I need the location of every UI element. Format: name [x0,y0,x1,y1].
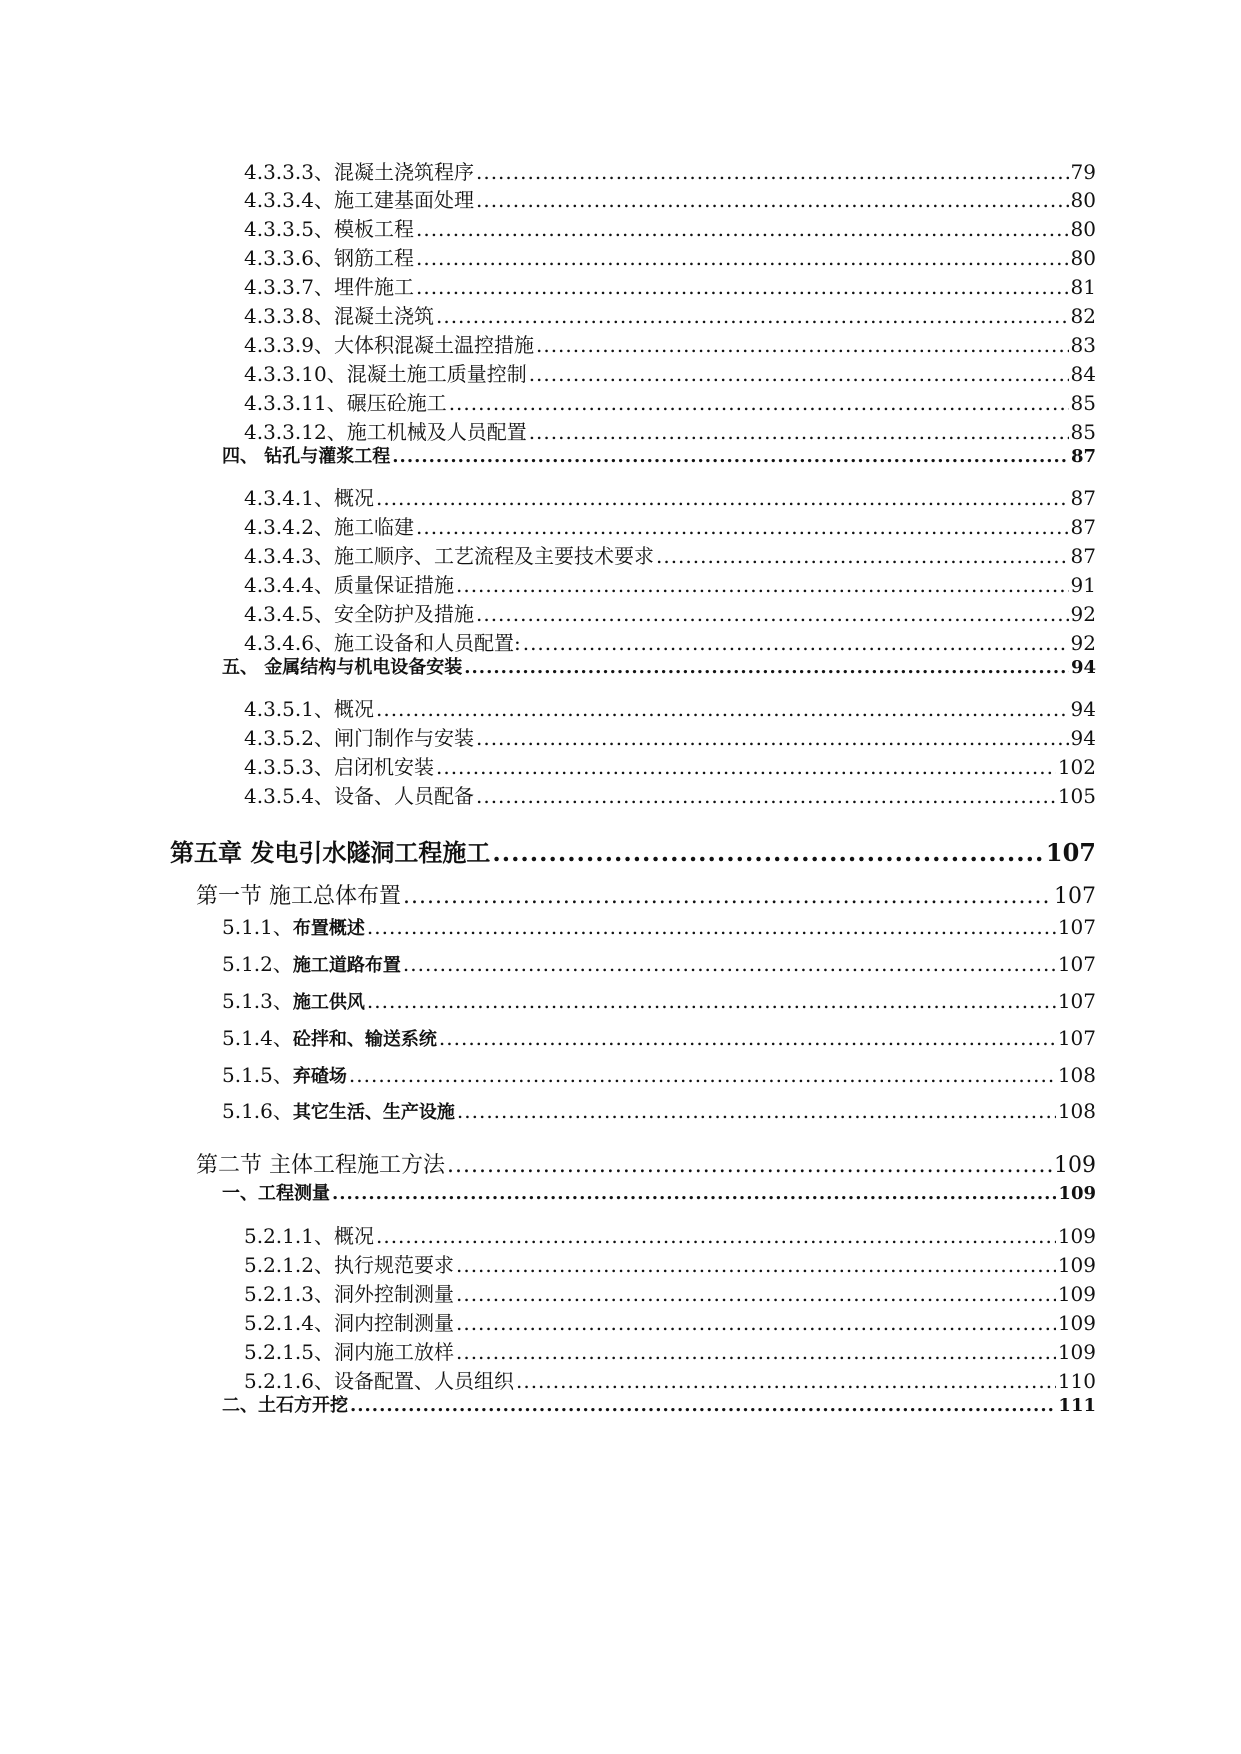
toc-entry-title [222,985,365,1014]
toc-page-number: 105 [1057,784,1096,808]
toc-entry[interactable] [244,569,1096,598]
toc-entry-title: 4.3.3.9、大体积混凝土温控措施 [244,333,534,357]
dot-leader [529,420,1069,444]
toc-page-number: 84 [1070,362,1096,386]
toc-page-number: 87 [1070,446,1096,467]
toc-page-number: 82 [1070,304,1096,328]
toc-entry-title: 4.3.3.4、施工建基面处理 [244,188,474,212]
toc-entry[interactable] [244,358,1096,387]
toc-entry[interactable] [222,985,1096,1014]
toc-entry[interactable] [244,329,1096,358]
dot-leader [376,486,1069,510]
toc-page-number: 107 [1045,838,1096,867]
dot-leader [439,1026,1056,1050]
toc-entry[interactable] [244,1336,1096,1365]
toc-entry-title: 5.2.1.1、概况 [244,1224,374,1248]
toc-page-number: 107 [1057,989,1096,1013]
toc-entry[interactable] [222,911,1096,940]
toc-entry-title: 4.3.3.12、施工机械及人员配置 [244,420,527,444]
dot-leader [536,333,1069,357]
toc-entry-title: 五、 金属结构与机电设备安装 [222,657,463,678]
toc-page-number: 109 [1057,1311,1096,1335]
toc-entry-title: 5.2.1.4、洞内控制测量 [244,1311,454,1335]
toc-entry-text: 弃碴场 [292,1066,347,1087]
toc-entry-title: 4.3.3.8、混凝土浇筑 [244,304,434,328]
toc-entry[interactable] [222,1022,1096,1051]
dot-leader [403,952,1056,976]
dot-leader [376,1224,1056,1248]
toc-entry-title: 4.3.4.6、施工设备和人员配置: [244,631,521,655]
dot-leader [476,188,1069,212]
toc-entry-text: 其它生活、生产设施 [292,1102,455,1123]
toc-page-number: 109 [1057,1253,1096,1277]
toc-entry-title: 4.3.3.3、混凝土浇筑程序 [244,160,474,184]
dot-leader [656,544,1069,568]
dot-leader [523,631,1069,655]
toc-entry-title: 4.3.4.4、质量保证措施 [244,573,454,597]
toc-page-number: 102 [1057,755,1096,779]
toc-entry-title: 第五章 发电引水隧洞工程施工 [170,838,491,867]
toc-entry[interactable] [222,948,1096,977]
dot-leader [516,1369,1056,1393]
toc-page-number: 111 [1058,1395,1096,1416]
toc-page-number: 85 [1070,420,1096,444]
dot-leader [476,602,1069,626]
toc-entry[interactable] [244,213,1096,242]
toc-page-number: 94 [1070,657,1096,678]
toc-entry[interactable] [222,1095,1096,1124]
toc-entry[interactable] [244,184,1096,213]
toc-entry-title: 4.3.3.6、钢筋工程 [244,246,414,270]
dot-leader [367,915,1056,939]
toc-entry-text: 砼拌和、输送系统 [292,1029,437,1050]
dot-leader [447,1153,1052,1178]
toc-entry-number: 5.1.6、 [222,1099,293,1123]
toc-entry-title: 5.2.1.2、执行规范要求 [244,1253,454,1277]
toc-entry-number: 5.1.5、 [222,1063,293,1087]
toc-page-number: 110 [1057,1369,1096,1393]
toc-entry-title: 4.3.4.5、安全防护及措施 [244,602,474,626]
toc-entry[interactable] [244,242,1096,271]
toc-entry[interactable] [244,1365,1096,1394]
toc-entry-title: 4.3.3.10、混凝土施工质量控制 [244,362,527,386]
toc-entry[interactable] [244,482,1096,511]
toc-entry-title [222,1022,437,1051]
toc-entry-text: 施工供风 [292,992,365,1013]
toc-entry-title: 4.3.3.5、模板工程 [244,217,414,241]
toc-entry-title: 5.2.1.6、设备配置、人员组织 [244,1369,514,1393]
toc-entry[interactable] [244,1307,1096,1336]
dot-leader [476,160,1069,184]
toc-entry[interactable] [244,780,1096,809]
toc-entry[interactable] [244,693,1096,722]
dot-leader [456,1282,1056,1306]
dot-leader [349,1063,1056,1087]
toc-page-number: 109 [1057,1340,1096,1364]
toc-entry-text: 布置概述 [292,918,365,939]
toc-page-number: 109 [1054,1153,1096,1178]
toc-page-number: 94 [1070,697,1096,721]
dot-leader [449,391,1069,415]
dot-leader [529,362,1069,386]
toc-entry[interactable] [244,1249,1096,1278]
dot-leader [436,755,1056,779]
toc-entry[interactable] [222,442,1096,468]
dot-leader [367,989,1056,1013]
toc-entry-title: 第一节 施工总体布置 [196,884,401,909]
toc-page-number: 107 [1054,884,1096,909]
toc-entry-title: 5.2.1.5、洞内施工放样 [244,1340,454,1364]
toc-page-number: 80 [1070,188,1096,212]
toc-entry[interactable] [244,627,1096,656]
toc-page-number: 109 [1058,1183,1096,1204]
toc-entry[interactable] [244,387,1096,416]
toc-page-number: 94 [1070,726,1096,750]
toc-page-number: 109 [1057,1282,1096,1306]
toc-entry[interactable] [244,598,1096,627]
toc-entry-title: 4.3.4.1、概况 [244,486,374,510]
toc-entry-title [222,911,365,940]
toc-entry[interactable] [244,1278,1096,1307]
toc-entry-title: 4.3.3.7、埋件施工 [244,275,414,299]
dot-leader [392,446,1069,467]
toc-entry-number: 5.1.3、 [222,989,293,1013]
toc-entry[interactable] [244,751,1096,780]
dot-leader [376,697,1069,721]
toc-page-number: 108 [1057,1099,1096,1123]
dot-leader [464,657,1069,678]
toc-entry-title: 4.3.5.4、设备、人员配备 [244,784,474,808]
toc-page-number: 87 [1070,515,1096,539]
toc-page-number: 108 [1057,1063,1096,1087]
dot-leader [456,1311,1056,1335]
toc-entry[interactable] [244,271,1096,300]
toc-entry-title: 5.2.1.3、洞外控制测量 [244,1282,454,1306]
toc-entry[interactable] [222,1179,1096,1205]
dot-leader [456,1340,1056,1364]
toc-entry-title: 4.3.5.3、启闭机安装 [244,755,434,779]
toc-page-number: 80 [1070,246,1096,270]
toc-entry-title [222,1059,347,1088]
toc-page-number: 79 [1070,160,1096,184]
toc-entry-title: 4.3.5.2、闸门制作与安装 [244,726,474,750]
dot-leader [332,1183,1056,1204]
toc-entry-number: 5.1.1、 [222,915,293,939]
toc-entry[interactable] [244,300,1096,329]
dot-leader [416,515,1069,539]
toc-entry-title: 二、土石方开挖 [222,1395,348,1416]
dot-leader [416,275,1069,299]
toc-entry-title: 4.3.5.1、概况 [244,697,374,721]
toc-page-number: 85 [1070,391,1096,415]
toc-entry[interactable] [222,1059,1096,1088]
toc-entry-number: 5.1.2、 [222,952,293,976]
dot-leader [457,1099,1056,1123]
toc-page-number: 107 [1057,1026,1096,1050]
toc-page-number: 83 [1070,333,1096,357]
dot-leader [476,726,1069,750]
toc-entry-title: 第二节 主体工程施工方法 [196,1153,445,1178]
toc-page-number: 87 [1070,544,1096,568]
dot-leader [436,304,1069,328]
toc-entry-title: 4.3.3.11、碾压砼施工 [244,391,447,415]
toc-page-number: 80 [1070,217,1096,241]
toc-page-number: 81 [1070,275,1096,299]
dot-leader [416,217,1069,241]
toc-entry[interactable] [244,722,1096,751]
dot-leader [476,784,1056,808]
dot-leader [416,246,1069,270]
toc-page-number: 92 [1070,602,1096,626]
toc-entry-title [222,1095,455,1124]
dot-leader [456,573,1069,597]
toc-entry[interactable] [196,879,1096,910]
toc-entry[interactable] [170,833,1096,868]
toc-page-number: 87 [1070,486,1096,510]
toc-entry[interactable] [244,511,1096,540]
toc-page-number: 109 [1057,1224,1096,1248]
toc-entry[interactable] [222,1391,1096,1417]
toc-entry[interactable] [244,540,1096,569]
toc-entry[interactable] [196,1148,1096,1179]
toc-page-number: 91 [1070,573,1096,597]
toc-entry-title: 4.3.4.2、施工临建 [244,515,414,539]
toc-entry[interactable] [244,416,1096,445]
toc-entry-title [222,948,401,977]
toc-entry[interactable] [244,156,1096,185]
toc-entry-text: 施工道路布置 [292,955,401,976]
toc-entry[interactable] [222,653,1096,679]
toc-entry-title: 一、工程测量 [222,1183,330,1204]
dot-leader [403,884,1052,909]
toc-page-number: 92 [1070,631,1096,655]
toc-entry-title: 4.3.4.3、施工顺序、工艺流程及主要技术要求 [244,544,654,568]
toc-entry-title: 四、 钻孔与灌浆工程 [222,446,391,467]
dot-leader [456,1253,1056,1277]
dot-leader [350,1395,1056,1416]
toc-page-number: 107 [1057,952,1096,976]
toc-page-number: 107 [1057,915,1096,939]
dot-leader [492,838,1044,867]
toc-entry-number: 5.1.4、 [222,1026,293,1050]
toc-entry[interactable] [244,1220,1096,1249]
